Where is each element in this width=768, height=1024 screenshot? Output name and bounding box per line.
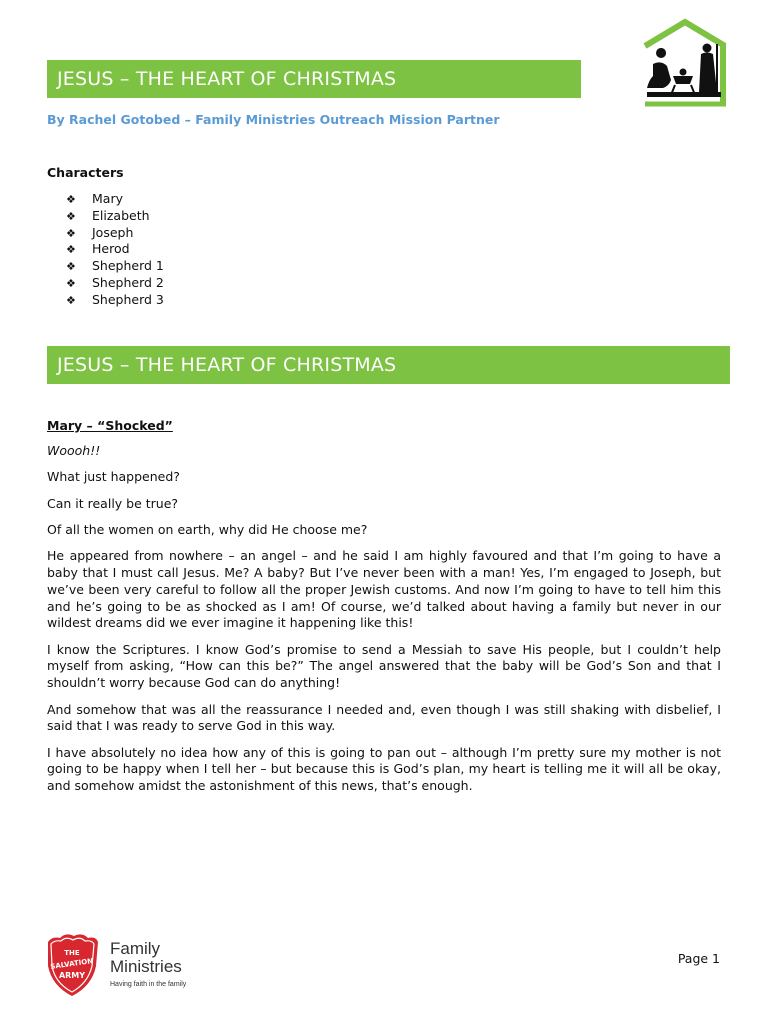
- diamond-bullet-icon: ❖: [66, 193, 76, 206]
- paragraph: I have absolutely no idea how any of this is going to pan out – although I’m pretty sure my mother is not going to be happy when I tell her – but because this is God’s plan, my heart is telling me it will all be okay, and somehow amidst the astonishment of this news, that’s enough.: [47, 744, 721, 794]
- salvation-army-family-ministries-logo: [44, 934, 204, 996]
- diamond-bullet-icon: ❖: [66, 209, 76, 223]
- list-item: [66, 208, 164, 225]
- brand-tagline: Having faith in the family: [110, 981, 187, 988]
- characters-list: [66, 191, 164, 309]
- character-name: Herod: [92, 241, 130, 257]
- character-name: Joseph: [92, 224, 134, 240]
- brand-line-1: Family: [110, 939, 161, 958]
- paragraph: He appeared from nowhere – an angel – and he said I am highly favoured and that I’m going to have a baby that I must call Jesus. Me? A baby? But I’ve never been with a man! Yes, I’m engaged to Joseph, but we’ve been very careful to follow all the proper Jewish customs. And now I’m going to have to tell him this and he’s going to be as shocked as I am! Of course, we’d talked about having a family but never in our wildest dreams did we ever imagine it happening like this!: [47, 548, 721, 631]
- list-item: [66, 191, 164, 208]
- character-name: Mary: [92, 191, 123, 206]
- diamond-bullet-icon: ❖: [66, 260, 76, 274]
- paragraph: Of all the women on earth, why did He choose me?: [47, 521, 368, 537]
- page-number: Page 1: [677, 951, 720, 966]
- character-name: Shepherd 1: [92, 258, 164, 274]
- character-name: Shepherd 2: [92, 274, 164, 290]
- section-banner: [47, 346, 730, 384]
- characters-heading: Characters: [47, 165, 124, 180]
- list-item: [66, 292, 164, 309]
- shield-text: SALVATION: [49, 957, 94, 971]
- character-name: Elizabeth: [92, 207, 150, 223]
- exclamation-line: Woooh!!: [47, 443, 101, 458]
- paragraph: Can it really be true?: [47, 495, 179, 511]
- section-title-text: JESUS – THE HEART OF CHRISTMAS: [57, 354, 397, 376]
- list-item: [66, 241, 164, 258]
- paragraph: And somehow that was all the reassurance I needed and, even though I was still shaking with disbelief, I said that I was ready to serve God in this way.: [47, 701, 721, 734]
- character-name: Shepherd 3: [92, 291, 164, 307]
- salvation-army-shield-icon: [48, 934, 98, 996]
- scene-heading: Mary – “Shocked”: [47, 418, 173, 433]
- diamond-bullet-icon: ❖: [66, 293, 76, 307]
- paragraph: What just happened?: [47, 469, 180, 485]
- diamond-bullet-icon: ❖: [66, 276, 76, 290]
- shield-text: ARMY: [58, 971, 86, 980]
- shield-text: THE: [64, 949, 80, 957]
- author-byline: By Rachel Gotobed – Family Ministries Outreach Mission Partner: [47, 112, 500, 127]
- scene-body: [47, 443, 721, 805]
- diamond-bullet-icon: ❖: [66, 243, 76, 257]
- nativity-house-logo: [641, 18, 729, 108]
- list-item: [66, 258, 164, 275]
- list-item: [66, 275, 164, 292]
- paragraph: I know the Scriptures. I know God’s promise to send a Messiah to save His people, but I couldn’t help myself from asking, “How can this be?” The angel answered that the baby will be God’s Son and that I shouldn’t worry because God can do anything!: [47, 641, 721, 691]
- list-item: [66, 225, 164, 242]
- brand-line-2: Ministries: [110, 957, 182, 976]
- title-banner: [47, 60, 581, 98]
- diamond-bullet-icon: ❖: [66, 226, 76, 240]
- title-text: JESUS – THE HEART OF CHRISTMAS: [57, 68, 397, 90]
